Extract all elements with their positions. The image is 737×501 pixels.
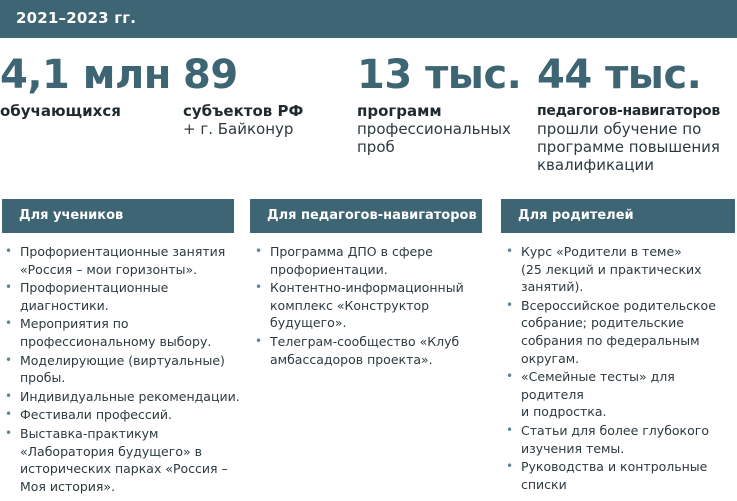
list-item xyxy=(2,406,242,424)
list-item xyxy=(2,352,242,387)
bullet-icon: • xyxy=(255,280,263,295)
bullet-icon: • xyxy=(506,459,514,474)
list-item-text: «Семейные тесты» для родителя и подростка. xyxy=(521,369,675,420)
list-item xyxy=(2,388,242,406)
parents-list xyxy=(503,243,737,493)
list-item-text: Статьи для более глубокого изучения темы. xyxy=(521,422,709,456)
bullet-icon: • xyxy=(255,244,263,258)
list-item-text: Выставка-практикум «Лаборатория будущего» в исторических парках «Россия – Моя история». xyxy=(20,425,228,494)
list-item-text: Курс «Родители в теме» (25 лекций и практических занятий). xyxy=(521,244,702,295)
stat-label: программ xyxy=(357,102,442,120)
list-item-text: Фестивали профессий. xyxy=(20,407,172,423)
list-item xyxy=(2,425,242,495)
list-item-text: Всероссийское родительское собрание; родительские собрания по федеральным округам. xyxy=(521,297,716,366)
list-item-text: Мероприятия по профессиональному выбору. xyxy=(20,316,212,349)
bullet-icon: • xyxy=(506,422,514,437)
stat-desc: прошли обучение по программе повышения квалификации xyxy=(537,120,720,174)
stat-value: 4,1 млн xyxy=(0,52,171,98)
list-item xyxy=(503,368,737,421)
bullet-icon: • xyxy=(255,333,263,348)
column-teachers xyxy=(252,243,492,369)
bullet-icon: • xyxy=(5,352,13,367)
stat-value: 44 тыс. xyxy=(537,52,702,98)
students-list xyxy=(2,243,242,495)
stat-value: 89 xyxy=(183,52,238,98)
bullet-icon: • xyxy=(5,280,13,295)
list-item-text: Моделирующие (виртуальные) пробы. xyxy=(20,352,225,386)
stat-label: субъектов РФ xyxy=(183,102,304,120)
list-item xyxy=(2,243,242,278)
list-item xyxy=(2,279,242,314)
column-header-teachers: Для педагогов-навигаторов xyxy=(250,199,482,233)
bullet-icon: • xyxy=(5,407,13,422)
list-item-text: Профориентационные занятия «Россия – мои горизонты». xyxy=(20,244,226,277)
teachers-list xyxy=(252,243,492,368)
stat-teachers xyxy=(537,52,720,174)
list-item xyxy=(503,458,737,493)
bullet-icon: • xyxy=(5,316,13,331)
list-item xyxy=(503,243,737,296)
list-item-text: Контентно-информационный комплекс «Конструктор будущего». xyxy=(270,280,464,331)
period-banner xyxy=(0,0,737,38)
bullet-icon: • xyxy=(506,297,514,312)
column-students xyxy=(2,243,242,496)
list-item-text: Профориентационные диагностики. xyxy=(20,280,169,313)
bullet-icon: • xyxy=(5,244,13,258)
list-item-text: Телеграм-сообщество «Клуб амбассадоров проекта». xyxy=(270,333,460,367)
list-item-text: Индивидуальные рекомендации. xyxy=(20,388,240,404)
list-item xyxy=(2,315,242,350)
bullet-icon: • xyxy=(506,244,514,258)
bullet-icon: • xyxy=(5,388,13,403)
list-item xyxy=(503,297,737,367)
list-item-text: Руководства и контрольные списки xyxy=(521,459,708,492)
stat-programs xyxy=(357,52,521,156)
column-header-parents: Для родителей xyxy=(501,199,735,233)
list-item xyxy=(503,422,737,457)
stat-value: 13 тыс. xyxy=(357,52,522,98)
stat-label: педагогов-навигаторов xyxy=(537,103,720,119)
bullet-icon: • xyxy=(5,425,13,440)
stat-label: обучающихся xyxy=(0,102,121,120)
list-item xyxy=(252,243,492,278)
column-header-students: Для учеников xyxy=(2,199,234,233)
stat-regions xyxy=(183,52,303,138)
bullet-icon: • xyxy=(506,369,514,384)
period-label: 2021–2023 гг. xyxy=(16,9,137,27)
stat-students xyxy=(0,52,171,120)
list-item xyxy=(252,333,492,368)
list-item-text: Программа ДПО в сфере профориентации. xyxy=(270,244,433,277)
stat-desc: профессиональных проб xyxy=(357,120,511,156)
stat-desc: + г. Байконур xyxy=(183,120,294,138)
column-parents xyxy=(503,243,737,494)
list-item xyxy=(252,279,492,332)
